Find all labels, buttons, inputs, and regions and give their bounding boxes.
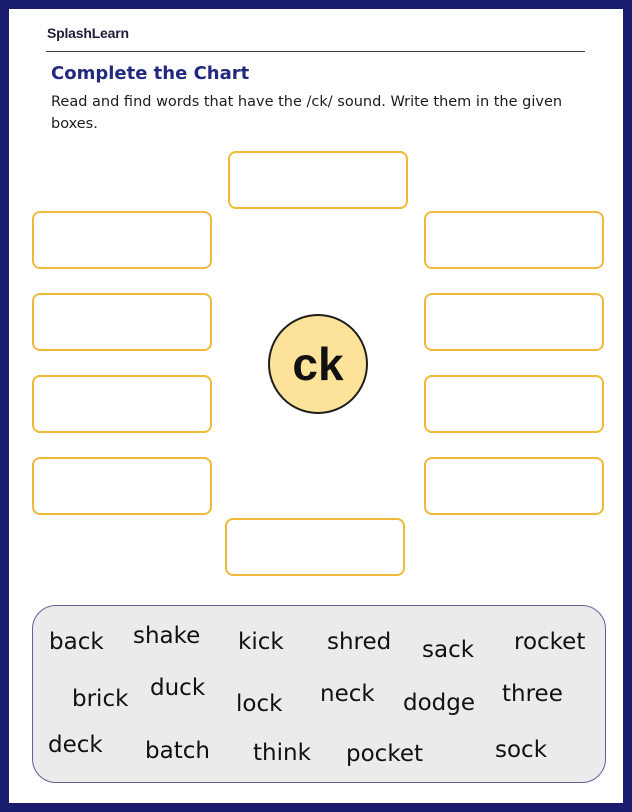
word-bank-item: batch — [145, 738, 210, 764]
word-bank-item: three — [502, 681, 563, 707]
word-bank-item: kick — [238, 629, 284, 655]
answer-box-right-2[interactable] — [424, 293, 604, 351]
word-bank-item: back — [49, 629, 104, 655]
word-bank-item: neck — [320, 681, 375, 707]
answer-box-left-3[interactable] — [32, 375, 212, 433]
splashlearn-logo: SplashLearn — [47, 25, 129, 41]
answer-box-left-4[interactable] — [32, 457, 212, 515]
word-bank-item: pocket — [346, 741, 423, 767]
word-bank-item: think — [253, 740, 311, 766]
word-bank-item: shred — [327, 629, 392, 655]
worksheet-title: Complete the Chart — [51, 63, 250, 84]
word-bank-item: duck — [150, 675, 206, 701]
word-bank-item: lock — [236, 691, 283, 717]
header-divider — [46, 51, 585, 52]
answer-box-top[interactable] — [228, 151, 408, 209]
worksheet-page — [9, 9, 623, 803]
word-bank-item: dodge — [403, 690, 476, 716]
word-bank-item: shake — [133, 623, 201, 649]
worksheet-instructions: Read and find words that have the /ck/ sound. Write them in the given boxes. — [51, 94, 563, 132]
answer-box-left-1[interactable] — [32, 211, 212, 269]
answer-box-left-2[interactable] — [32, 293, 212, 351]
answer-box-right-1[interactable] — [424, 211, 604, 269]
answer-box-bottom[interactable] — [225, 518, 405, 576]
word-bank-item: brick — [72, 686, 129, 712]
ck-sound-circle: ck — [268, 314, 368, 414]
word-bank-item: sack — [422, 637, 475, 663]
word-bank-item: rocket — [514, 629, 586, 655]
word-bank-item: deck — [48, 732, 103, 758]
answer-box-right-4[interactable] — [424, 457, 604, 515]
word-bank-item: sock — [495, 737, 548, 763]
answer-box-right-3[interactable] — [424, 375, 604, 433]
